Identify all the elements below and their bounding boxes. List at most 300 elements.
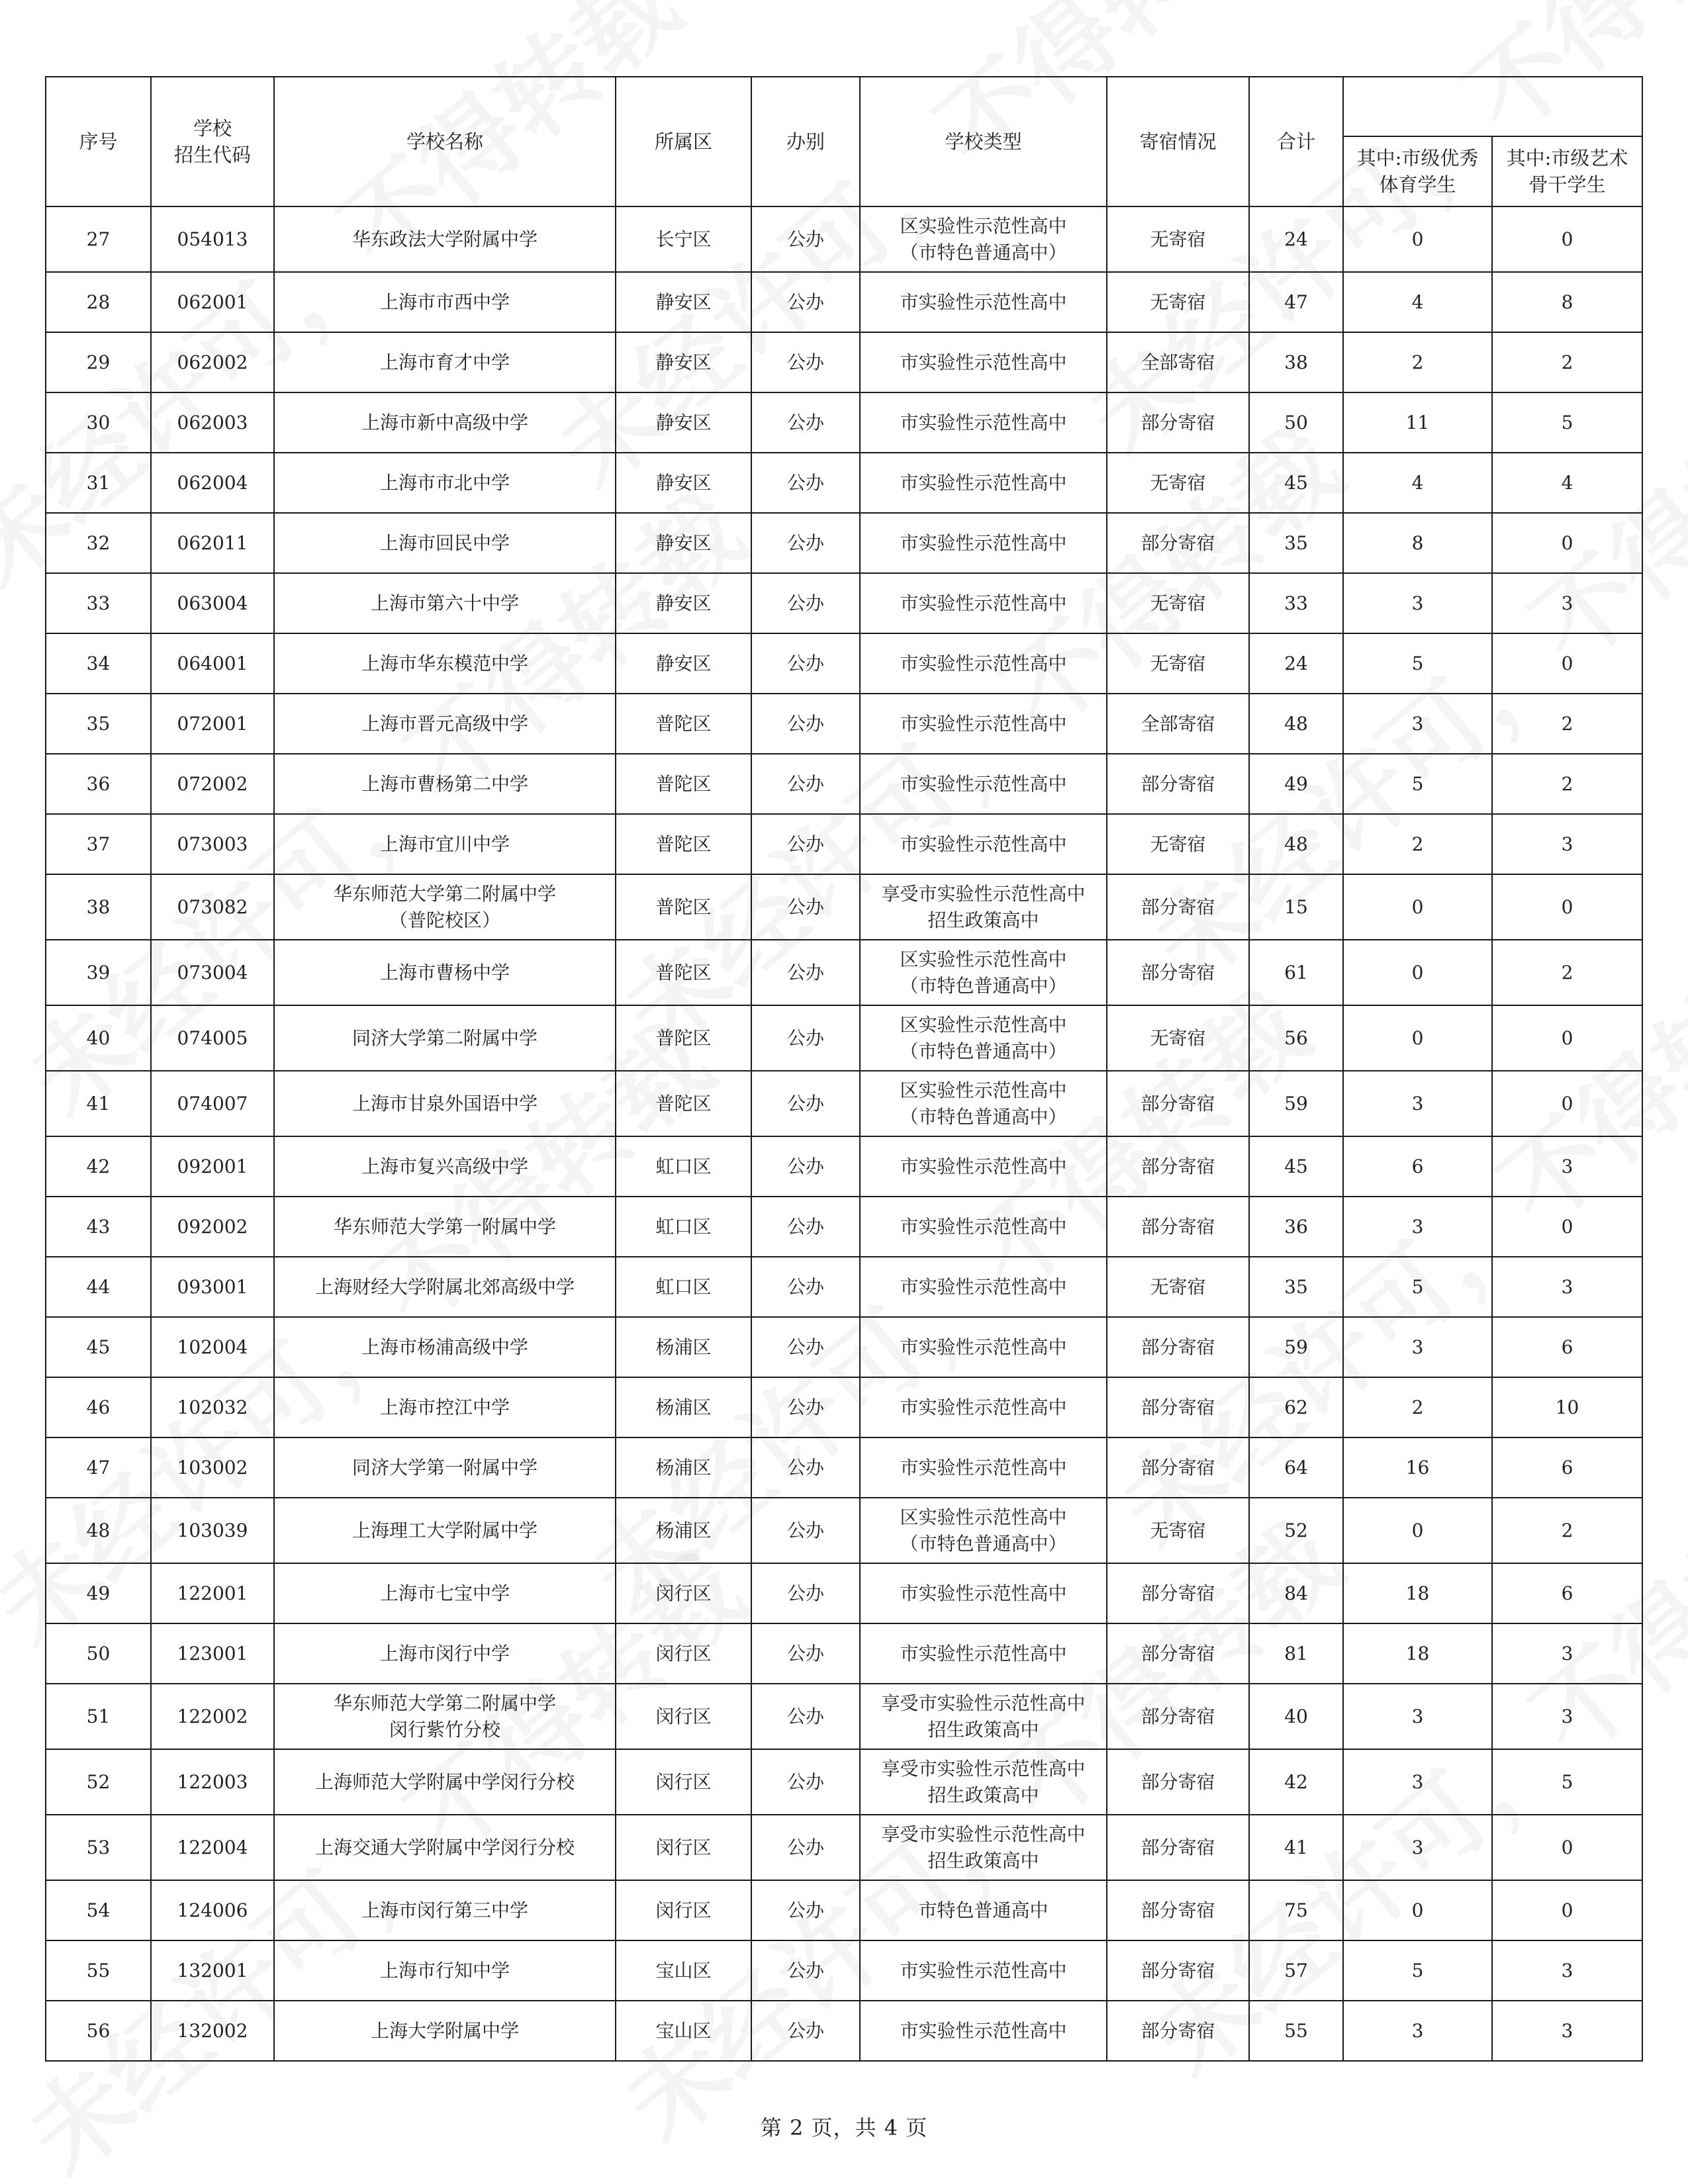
- row-total: 55: [1249, 2001, 1343, 2061]
- row-seq: 55: [46, 1940, 151, 2001]
- table-row: [46, 2001, 1642, 2061]
- row-seq: 47: [46, 1437, 151, 1498]
- row-total: 36: [1249, 1197, 1343, 1257]
- row-total: 62: [1249, 1377, 1343, 1437]
- row-arts-count: 5: [1492, 392, 1642, 453]
- table-body: [46, 206, 1642, 2061]
- row-school-name: 上海市闵行第三中学: [274, 1880, 616, 1940]
- row-school-name: 上海师范大学附属中学闵行分校: [274, 1749, 616, 1815]
- row-total: 48: [1249, 694, 1343, 754]
- row-run-type: 公办: [751, 1815, 860, 1880]
- row-school-type: 区实验性示范性高中 （市特色普通高中）: [860, 1005, 1107, 1071]
- row-arts-count: 0: [1492, 513, 1642, 573]
- row-school-type: 市实验性示范性高中: [860, 1940, 1107, 2001]
- row-boarding: 部分寄宿: [1107, 1749, 1249, 1815]
- row-seq: 30: [46, 392, 151, 453]
- row-district: 闵行区: [616, 1880, 751, 1940]
- table-row: [46, 392, 1642, 453]
- table-row: [46, 206, 1642, 272]
- row-boarding: 无寄宿: [1107, 1498, 1249, 1563]
- row-district: 普陀区: [616, 814, 751, 874]
- row-district: 杨浦区: [616, 1377, 751, 1437]
- row-sports-count: 6: [1343, 1136, 1492, 1197]
- row-district: 静安区: [616, 633, 751, 694]
- row-school-name: 上海理工大学附属中学: [274, 1498, 616, 1563]
- row-arts-count: 4: [1492, 453, 1642, 513]
- row-seq: 44: [46, 1257, 151, 1317]
- row-arts-count: 2: [1492, 940, 1642, 1005]
- row-arts-count: 5: [1492, 1749, 1642, 1815]
- row-boarding: 部分寄宿: [1107, 1136, 1249, 1197]
- row-code: 054013: [151, 206, 274, 272]
- table-row: [46, 1498, 1642, 1563]
- row-code: 074005: [151, 1005, 274, 1071]
- row-boarding: 无寄宿: [1107, 573, 1249, 633]
- row-code: 073004: [151, 940, 274, 1005]
- header-total: 合计: [1249, 77, 1343, 206]
- row-arts-count: 10: [1492, 1377, 1642, 1437]
- row-school-type: 市实验性示范性高中: [860, 814, 1107, 874]
- row-district: 宝山区: [616, 1940, 751, 2001]
- row-boarding: 部分寄宿: [1107, 1563, 1249, 1623]
- row-sports-count: 2: [1343, 1377, 1492, 1437]
- row-boarding: 部分寄宿: [1107, 940, 1249, 1005]
- row-code: 103002: [151, 1437, 274, 1498]
- row-school-type: 市实验性示范性高中: [860, 1563, 1107, 1623]
- row-school-name: 上海市新中高级中学: [274, 392, 616, 453]
- row-code: 074007: [151, 1071, 274, 1136]
- row-school-type: 市实验性示范性高中: [860, 2001, 1107, 2061]
- row-sports-count: 3: [1343, 1071, 1492, 1136]
- page-footer: 第 2 页，共 4 页: [760, 2115, 928, 2140]
- row-seq: 36: [46, 754, 151, 814]
- row-sports-count: 3: [1343, 694, 1492, 754]
- row-sports-count: 3: [1343, 1684, 1492, 1749]
- row-school-name: 上海市华东模范中学: [274, 633, 616, 694]
- row-total: 61: [1249, 940, 1343, 1005]
- row-code: 122001: [151, 1563, 274, 1623]
- row-run-type: 公办: [751, 1437, 860, 1498]
- row-school-type: 市实验性示范性高中: [860, 573, 1107, 633]
- row-school-name: 上海市甘泉外国语中学: [274, 1071, 616, 1136]
- header-sports: 其中:市级优秀 体育学生: [1343, 136, 1492, 206]
- row-total: 75: [1249, 1880, 1343, 1940]
- row-district: 普陀区: [616, 694, 751, 754]
- row-code: 122003: [151, 1749, 274, 1815]
- row-arts-count: 0: [1492, 1197, 1642, 1257]
- row-school-type: 市实验性示范性高中: [860, 513, 1107, 573]
- row-district: 闵行区: [616, 1684, 751, 1749]
- row-code: 062002: [151, 332, 274, 392]
- row-school-name: 上海市育才中学: [274, 332, 616, 392]
- row-arts-count: 8: [1492, 272, 1642, 332]
- row-boarding: 部分寄宿: [1107, 2001, 1249, 2061]
- row-sports-count: 16: [1343, 1437, 1492, 1498]
- row-school-type: 市实验性示范性高中: [860, 1437, 1107, 1498]
- row-arts-count: 0: [1492, 874, 1642, 940]
- table-row: [46, 1136, 1642, 1197]
- row-run-type: 公办: [751, 1197, 860, 1257]
- table-row: [46, 1071, 1642, 1136]
- row-boarding: 部分寄宿: [1107, 392, 1249, 453]
- row-seq: 48: [46, 1498, 151, 1563]
- row-run-type: 公办: [751, 874, 860, 940]
- row-school-name: 华东师范大学第二附属中学 闵行紫竹分校: [274, 1684, 616, 1749]
- row-district: 杨浦区: [616, 1437, 751, 1498]
- row-total: 38: [1249, 332, 1343, 392]
- row-boarding: 全部寄宿: [1107, 332, 1249, 392]
- row-arts-count: 3: [1492, 1136, 1642, 1197]
- row-total: 48: [1249, 814, 1343, 874]
- row-school-type: 市实验性示范性高中: [860, 1623, 1107, 1684]
- row-run-type: 公办: [751, 814, 860, 874]
- row-sports-count: 4: [1343, 453, 1492, 513]
- row-school-name: 上海市回民中学: [274, 513, 616, 573]
- row-seq: 34: [46, 633, 151, 694]
- row-boarding: 部分寄宿: [1107, 1684, 1249, 1749]
- row-school-name: 上海市七宝中学: [274, 1563, 616, 1623]
- row-arts-count: 0: [1492, 1071, 1642, 1136]
- table-row: [46, 1880, 1642, 1940]
- row-sports-count: 18: [1343, 1623, 1492, 1684]
- row-sports-count: 0: [1343, 940, 1492, 1005]
- row-code: 062011: [151, 513, 274, 573]
- row-seq: 29: [46, 332, 151, 392]
- row-sports-count: 2: [1343, 814, 1492, 874]
- row-boarding: 部分寄宿: [1107, 1377, 1249, 1437]
- row-run-type: 公办: [751, 1880, 860, 1940]
- row-sports-count: 18: [1343, 1563, 1492, 1623]
- row-school-name: 上海市控江中学: [274, 1377, 616, 1437]
- row-total: 45: [1249, 453, 1343, 513]
- row-school-name: 同济大学第二附属中学: [274, 1005, 616, 1071]
- row-school-name: 上海大学附属中学: [274, 2001, 616, 2061]
- row-sports-count: 3: [1343, 1317, 1492, 1377]
- row-sports-count: 11: [1343, 392, 1492, 453]
- row-total: 41: [1249, 1815, 1343, 1880]
- header-group-blank: [1343, 77, 1642, 136]
- row-code: 102032: [151, 1377, 274, 1437]
- row-district: 杨浦区: [616, 1498, 751, 1563]
- row-boarding: 部分寄宿: [1107, 754, 1249, 814]
- row-school-type: 市实验性示范性高中: [860, 694, 1107, 754]
- row-district: 闵行区: [616, 1623, 751, 1684]
- table-row: [46, 1563, 1642, 1623]
- row-boarding: 部分寄宿: [1107, 1317, 1249, 1377]
- row-school-type: 享受市实验性示范性高中 招生政策高中: [860, 1815, 1107, 1880]
- row-code: 072001: [151, 694, 274, 754]
- row-boarding: 无寄宿: [1107, 1257, 1249, 1317]
- row-boarding: 无寄宿: [1107, 206, 1249, 272]
- row-run-type: 公办: [751, 1940, 860, 2001]
- table-row: [46, 1815, 1642, 1880]
- row-boarding: 无寄宿: [1107, 453, 1249, 513]
- row-district: 静安区: [616, 332, 751, 392]
- row-sports-count: 3: [1343, 573, 1492, 633]
- table-row: [46, 332, 1642, 392]
- header-run-type: 办别: [751, 77, 860, 206]
- table-row: [46, 1257, 1642, 1317]
- header-code: 学校 招生代码: [151, 77, 274, 206]
- table-row: [46, 814, 1642, 874]
- row-school-name: 华东师范大学第二附属中学 （普陀校区）: [274, 874, 616, 940]
- row-run-type: 公办: [751, 940, 860, 1005]
- row-code: 064001: [151, 633, 274, 694]
- row-sports-count: 5: [1343, 1257, 1492, 1317]
- row-district: 静安区: [616, 573, 751, 633]
- row-code: 073082: [151, 874, 274, 940]
- header-district: 所属区: [616, 77, 751, 206]
- row-district: 普陀区: [616, 1005, 751, 1071]
- row-run-type: 公办: [751, 573, 860, 633]
- row-total: 35: [1249, 513, 1343, 573]
- row-district: 静安区: [616, 453, 751, 513]
- row-code: 073003: [151, 814, 274, 874]
- row-arts-count: 6: [1492, 1437, 1642, 1498]
- row-school-name: 上海市市北中学: [274, 453, 616, 513]
- row-total: 59: [1249, 1071, 1343, 1136]
- row-total: 57: [1249, 1940, 1343, 2001]
- row-total: 45: [1249, 1136, 1343, 1197]
- row-sports-count: 3: [1343, 1749, 1492, 1815]
- row-boarding: 部分寄宿: [1107, 1880, 1249, 1940]
- row-run-type: 公办: [751, 1684, 860, 1749]
- table-row: [46, 1005, 1642, 1071]
- row-code: 062001: [151, 272, 274, 332]
- row-school-name: 华东师范大学第一附属中学: [274, 1197, 616, 1257]
- row-school-type: 市实验性示范性高中: [860, 633, 1107, 694]
- header-boarding: 寄宿情况: [1107, 77, 1249, 206]
- row-run-type: 公办: [751, 513, 860, 573]
- row-school-type: 享受市实验性示范性高中 招生政策高中: [860, 1684, 1107, 1749]
- row-school-type: 市实验性示范性高中: [860, 392, 1107, 453]
- row-seq: 41: [46, 1071, 151, 1136]
- row-arts-count: 0: [1492, 633, 1642, 694]
- row-school-type: 市特色普通高中: [860, 1880, 1107, 1940]
- row-run-type: 公办: [751, 1317, 860, 1377]
- row-code: 093001: [151, 1257, 274, 1317]
- row-sports-count: 3: [1343, 2001, 1492, 2061]
- header-name: 学校名称: [274, 77, 616, 206]
- row-school-name: 上海市复兴高级中学: [274, 1136, 616, 1197]
- row-school-name: 上海市曹杨第二中学: [274, 754, 616, 814]
- row-sports-count: 5: [1343, 754, 1492, 814]
- row-run-type: 公办: [751, 1071, 860, 1136]
- table-row: [46, 1940, 1642, 2001]
- row-boarding: 部分寄宿: [1107, 1197, 1249, 1257]
- row-code: 122004: [151, 1815, 274, 1880]
- row-seq: 38: [46, 874, 151, 940]
- row-code: 132002: [151, 2001, 274, 2061]
- row-sports-count: 8: [1343, 513, 1492, 573]
- row-district: 闵行区: [616, 1563, 751, 1623]
- row-seq: 37: [46, 814, 151, 874]
- row-district: 普陀区: [616, 874, 751, 940]
- row-code: 072002: [151, 754, 274, 814]
- row-code: 132001: [151, 1940, 274, 2001]
- row-sports-count: 4: [1343, 272, 1492, 332]
- table-row: [46, 573, 1642, 633]
- row-run-type: 公办: [751, 1498, 860, 1563]
- row-school-type: 市实验性示范性高中: [860, 1257, 1107, 1317]
- row-school-name: 上海市市西中学: [274, 272, 616, 332]
- row-school-type: 市实验性示范性高中: [860, 332, 1107, 392]
- row-boarding: 部分寄宿: [1107, 1071, 1249, 1136]
- row-boarding: 部分寄宿: [1107, 1437, 1249, 1498]
- row-arts-count: 3: [1492, 573, 1642, 633]
- row-sports-count: 3: [1343, 1815, 1492, 1880]
- table-row: [46, 1317, 1642, 1377]
- header-arts: 其中:市级艺术 骨干学生: [1492, 136, 1642, 206]
- row-code: 092002: [151, 1197, 274, 1257]
- row-school-type: 市实验性示范性高中: [860, 754, 1107, 814]
- row-arts-count: 2: [1492, 1498, 1642, 1563]
- row-arts-count: 6: [1492, 1317, 1642, 1377]
- row-total: 56: [1249, 1005, 1343, 1071]
- row-seq: 31: [46, 453, 151, 513]
- row-run-type: 公办: [751, 272, 860, 332]
- row-school-name: 上海市杨浦高级中学: [274, 1317, 616, 1377]
- row-boarding: 无寄宿: [1107, 814, 1249, 874]
- row-run-type: 公办: [751, 1136, 860, 1197]
- row-seq: 51: [46, 1684, 151, 1749]
- row-run-type: 公办: [751, 1377, 860, 1437]
- row-seq: 49: [46, 1563, 151, 1623]
- row-total: 47: [1249, 272, 1343, 332]
- row-run-type: 公办: [751, 332, 860, 392]
- table-row: [46, 1623, 1642, 1684]
- row-seq: 35: [46, 694, 151, 754]
- table-row: [46, 1749, 1642, 1815]
- table-row: [46, 272, 1642, 332]
- row-total: 59: [1249, 1317, 1343, 1377]
- row-school-name: 上海市曹杨中学: [274, 940, 616, 1005]
- row-school-type: 市实验性示范性高中: [860, 1377, 1107, 1437]
- table-row: [46, 513, 1642, 573]
- row-total: 42: [1249, 1749, 1343, 1815]
- row-school-type: 市实验性示范性高中: [860, 453, 1107, 513]
- row-boarding: 部分寄宿: [1107, 874, 1249, 940]
- table-row: [46, 754, 1642, 814]
- row-arts-count: 2: [1492, 754, 1642, 814]
- row-arts-count: 3: [1492, 814, 1642, 874]
- row-seq: 53: [46, 1815, 151, 1880]
- row-district: 宝山区: [616, 2001, 751, 2061]
- row-arts-count: 3: [1492, 1940, 1642, 2001]
- row-school-type: 区实验性示范性高中 （市特色普通高中）: [860, 206, 1107, 272]
- row-code: 124006: [151, 1880, 274, 1940]
- table-row: [46, 633, 1642, 694]
- row-seq: 52: [46, 1749, 151, 1815]
- row-run-type: 公办: [751, 694, 860, 754]
- row-seq: 54: [46, 1880, 151, 1940]
- table-row: [46, 1377, 1642, 1437]
- row-school-name: 上海市宜川中学: [274, 814, 616, 874]
- row-sports-count: 3: [1343, 1197, 1492, 1257]
- row-run-type: 公办: [751, 1257, 860, 1317]
- row-arts-count: 3: [1492, 2001, 1642, 2061]
- row-code: 122002: [151, 1684, 274, 1749]
- row-boarding: 无寄宿: [1107, 272, 1249, 332]
- row-boarding: 部分寄宿: [1107, 1940, 1249, 2001]
- row-total: 33: [1249, 573, 1343, 633]
- row-total: 40: [1249, 1684, 1343, 1749]
- table-row: [46, 1197, 1642, 1257]
- row-code: 103039: [151, 1498, 274, 1563]
- row-sports-count: 2: [1343, 332, 1492, 392]
- row-district: 普陀区: [616, 940, 751, 1005]
- enrollment-table: [45, 76, 1643, 2062]
- row-seq: 28: [46, 272, 151, 332]
- row-sports-count: 0: [1343, 206, 1492, 272]
- row-seq: 27: [46, 206, 151, 272]
- row-school-type: 享受市实验性示范性高中 招生政策高中: [860, 874, 1107, 940]
- table-row: [46, 1437, 1642, 1498]
- row-sports-count: 0: [1343, 1005, 1492, 1071]
- row-district: 虹口区: [616, 1257, 751, 1317]
- row-district: 静安区: [616, 272, 751, 332]
- row-total: 35: [1249, 1257, 1343, 1317]
- row-district: 闵行区: [616, 1749, 751, 1815]
- row-arts-count: 0: [1492, 1815, 1642, 1880]
- row-arts-count: 3: [1492, 1684, 1642, 1749]
- row-total: 49: [1249, 754, 1343, 814]
- header-school-type: 学校类型: [860, 77, 1107, 206]
- row-arts-count: 2: [1492, 694, 1642, 754]
- row-total: 81: [1249, 1623, 1343, 1684]
- row-school-type: 区实验性示范性高中 （市特色普通高中）: [860, 940, 1107, 1005]
- row-arts-count: 6: [1492, 1563, 1642, 1623]
- row-school-name: 上海财经大学附属北郊高级中学: [274, 1257, 616, 1317]
- row-code: 063004: [151, 573, 274, 633]
- row-run-type: 公办: [751, 206, 860, 272]
- row-seq: 56: [46, 2001, 151, 2061]
- row-code: 102004: [151, 1317, 274, 1377]
- row-sports-count: 0: [1343, 1498, 1492, 1563]
- row-total: 52: [1249, 1498, 1343, 1563]
- row-district: 普陀区: [616, 754, 751, 814]
- row-district: 虹口区: [616, 1136, 751, 1197]
- row-school-type: 市实验性示范性高中: [860, 1317, 1107, 1377]
- row-seq: 50: [46, 1623, 151, 1684]
- table-row: [46, 694, 1642, 754]
- row-school-name: 华东政法大学附属中学: [274, 206, 616, 272]
- row-total: 15: [1249, 874, 1343, 940]
- row-district: 杨浦区: [616, 1317, 751, 1377]
- row-school-name: 上海市行知中学: [274, 1940, 616, 2001]
- row-boarding: 部分寄宿: [1107, 1623, 1249, 1684]
- row-district: 闵行区: [616, 1815, 751, 1880]
- row-seq: 45: [46, 1317, 151, 1377]
- row-code: 092001: [151, 1136, 274, 1197]
- table-row: [46, 940, 1642, 1005]
- row-seq: 46: [46, 1377, 151, 1437]
- row-boarding: 部分寄宿: [1107, 1815, 1249, 1880]
- row-arts-count: 0: [1492, 1005, 1642, 1071]
- row-district: 虹口区: [616, 1197, 751, 1257]
- enrollment-table-container: [45, 76, 1642, 2062]
- row-total: 84: [1249, 1563, 1343, 1623]
- row-boarding: 全部寄宿: [1107, 694, 1249, 754]
- row-arts-count: 0: [1492, 1880, 1642, 1940]
- row-school-type: 区实验性示范性高中 （市特色普通高中）: [860, 1498, 1107, 1563]
- row-seq: 42: [46, 1136, 151, 1197]
- row-arts-count: 0: [1492, 206, 1642, 272]
- row-seq: 33: [46, 573, 151, 633]
- row-school-name: 上海市晋元高级中学: [274, 694, 616, 754]
- row-seq: 43: [46, 1197, 151, 1257]
- row-run-type: 公办: [751, 633, 860, 694]
